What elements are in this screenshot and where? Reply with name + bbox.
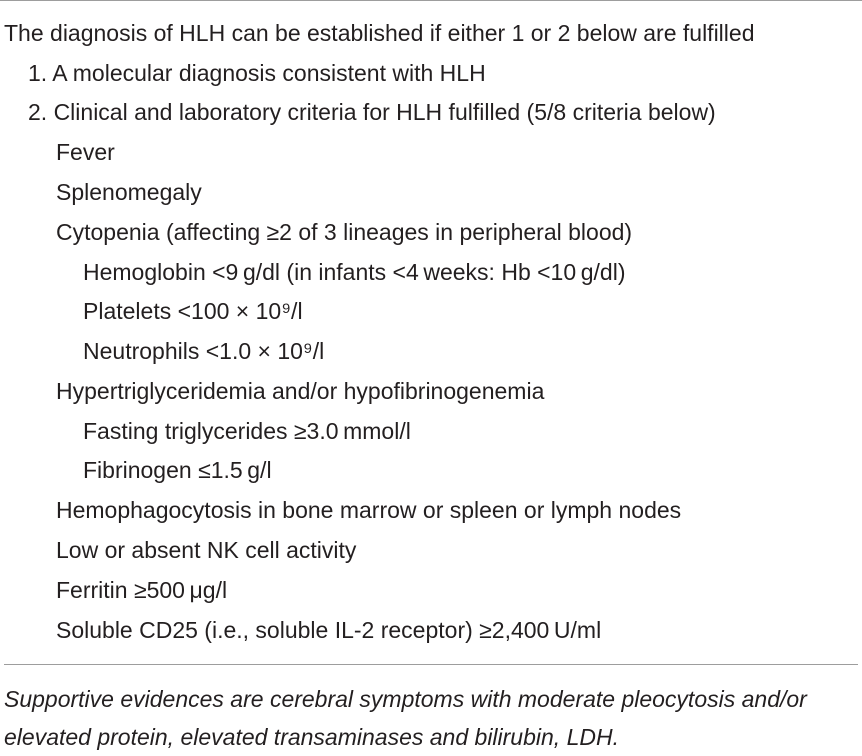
table-row: Low or absent NK cell activity — [56, 537, 357, 563]
table-row: Splenomegaly — [56, 179, 202, 205]
table-row: 1. A molecular diagnosis consistent with HLH — [28, 60, 486, 86]
table-row: Ferritin ≥500 μg/l — [56, 577, 228, 603]
table-row: Fasting triglycerides ≥3.0 mmol/l — [83, 418, 411, 444]
table-row: Cytopenia (affecting ≥2 of 3 lineages in peripheral blood) — [56, 219, 633, 245]
top-rule — [0, 0, 862, 1]
footnote-line: elevated protein, elevated transaminases and bilirubin, LDH. — [4, 724, 619, 750]
table-row: 2. Clinical and laboratory criteria for HLH fulfilled (5/8 criteria below) — [28, 99, 716, 125]
table-row: Hemoglobin <9 g/dl (in infants <4 weeks: Hb <10 g/dl) — [83, 259, 626, 285]
footnote-line: Supportive evidences are cerebral symptoms with moderate pleocytosis and/or — [4, 686, 807, 712]
divider — [4, 664, 858, 665]
table-row: Neutrophils <1.0 × 10⁹/l — [83, 338, 325, 364]
table-row: Soluble CD25 (i.e., soluble IL-2 receptor) ≥2,400 U/ml — [56, 617, 602, 643]
table-row: Platelets <100 × 10⁹/l — [83, 298, 303, 324]
table-row: The diagnosis of HLH can be established if either 1 or 2 below are fulfilled — [4, 20, 755, 46]
table-row: Hypertriglyceridemia and/or hypofibrinogenemia — [56, 378, 545, 404]
table-row: Hemophagocytosis in bone marrow or spleen or lymph nodes — [56, 497, 682, 523]
table-footnote — [4, 680, 858, 756]
table-row: Fibrinogen ≤1.5 g/l — [83, 457, 272, 483]
table-row: Fever — [56, 139, 115, 165]
